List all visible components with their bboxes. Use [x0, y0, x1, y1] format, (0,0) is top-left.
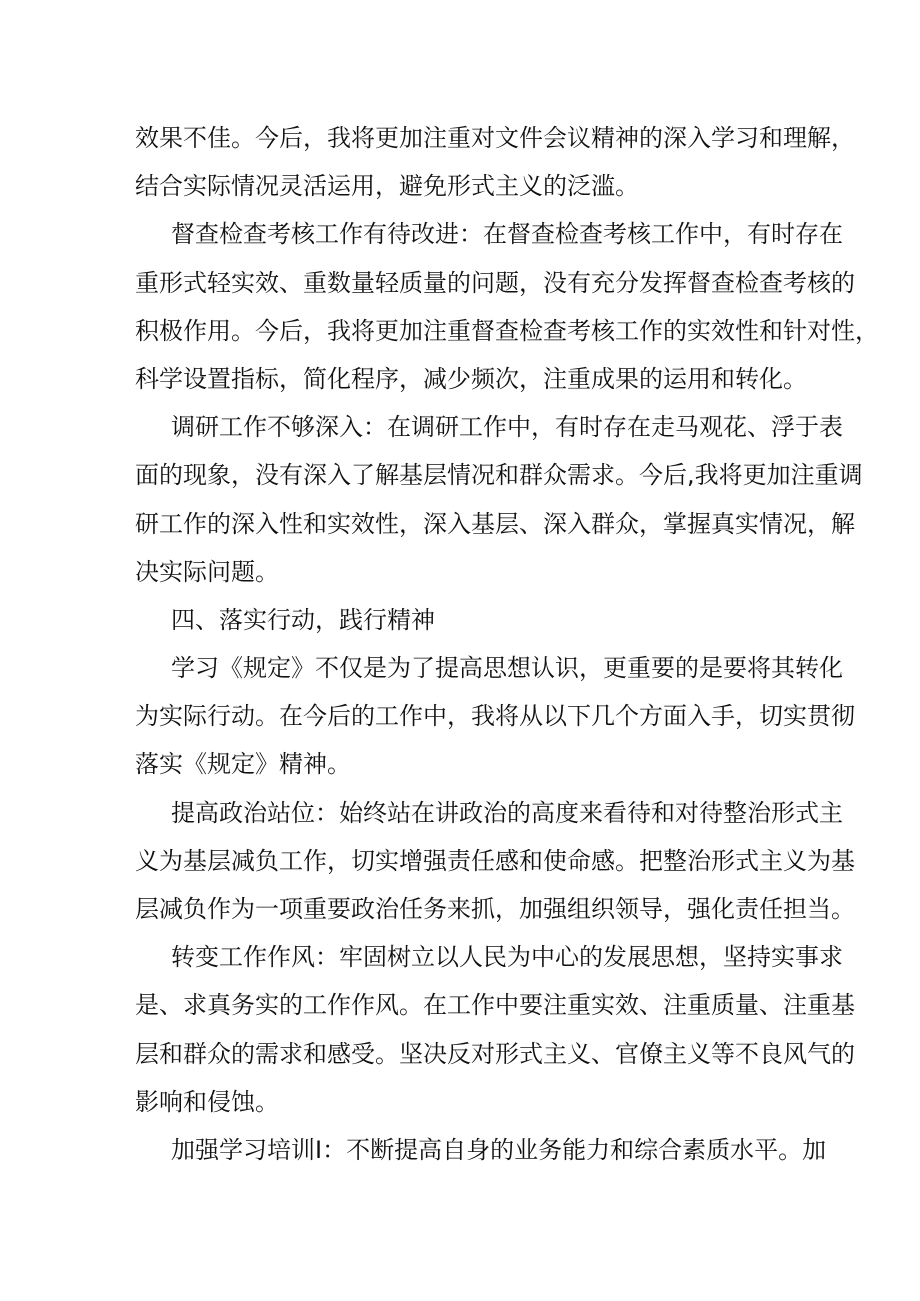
text-line: 加强学习培训I：不断提高自身的业务能力和综合素质水平。加 [171, 1135, 827, 1164]
text-line: 效果不佳。今后，我将更加注重对文件会议精神的深入学习和理解， [135, 124, 855, 152]
paragraph-implementation [135, 644, 855, 789]
paragraph-training [135, 1126, 827, 1174]
text-line: 督查检查考核工作有待改进：在督查检查考核工作中，有时存在 [171, 220, 843, 249]
text-line: 面的现象，没有深入了解基层情况和群众需求。今后,我将更加注重调 [135, 461, 863, 490]
text-line: 结合实际情况灵活运用，避免形式主义的泛滥。 [135, 172, 639, 201]
paragraph-document-study [135, 114, 855, 210]
text-line: 落实《规定》精神。 [135, 750, 351, 779]
text-line: 义为基层减负工作，切实增强责任感和使命感。把整治形式主义为基 [135, 846, 855, 875]
paragraph-research [135, 403, 863, 596]
section-heading-text: 四、落实行动，践行精神 [171, 605, 435, 634]
text-line: 重形式轻实效、重数量轻质量的问题，没有充分发挥督查检查考核的 [135, 268, 855, 297]
document-body [135, 114, 879, 1174]
text-line: 科学设置指标，简化程序，减少频次，注重成果的运用和转化。 [135, 364, 807, 393]
paragraph-inspection [135, 210, 879, 403]
paragraph-political-stance [135, 789, 855, 934]
text-line: 转变工作作风：牢固树立以人民为中心的发展思想，坚持实事求 [171, 943, 843, 972]
text-line: 学习《规定》不仅是为了提高思想认识，更重要的是要将其转化 [171, 654, 843, 683]
text-line: 层和群众的需求和感受。坚决反对形式主义、官僚主义等不良风气的 [135, 1039, 855, 1068]
text-line: 研工作的深入性和实效性，深入基层、深入群众，掌握真实情况，解 [135, 509, 855, 538]
text-line: 影响和侵蚀。 [135, 1087, 279, 1116]
paragraph-work-style [135, 933, 855, 1126]
text-line: 积极作用。今后，我将更加注重督查检查考核工作的实效性和针对性， [135, 316, 879, 345]
text-line: 决实际问题。 [135, 557, 279, 586]
text-line: 是、求真务实的工作作风。在工作中要注重实效、注重质量、注重基 [135, 991, 855, 1020]
text-line: 调研工作不够深入：在调研工作中，有时存在走马观花、浮于表 [171, 413, 843, 442]
text-line: 层减负作为一项重要政治任务来抓，加强组织领导，强化责任担当。 [135, 895, 855, 923]
text-line: 为实际行动。在今后的工作中，我将从以下几个方面入手，切实贯彻 [135, 702, 855, 731]
text-line: 提高政治站位：始终站在讲政治的高度来看待和对待整治形式主 [171, 798, 843, 827]
section-heading [135, 596, 800, 644]
